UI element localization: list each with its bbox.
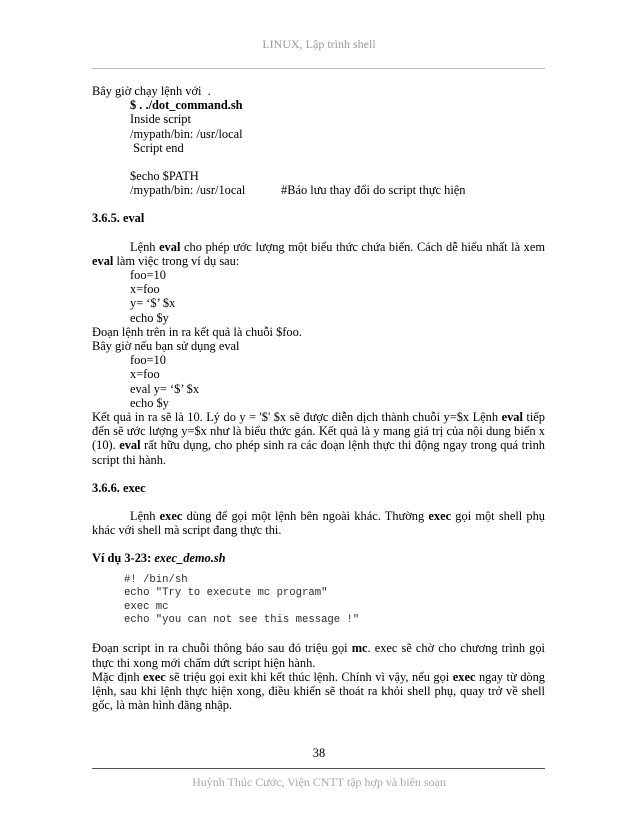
header-divider: [92, 68, 545, 69]
code-line: echo $y: [130, 395, 169, 410]
code-line: echo "Try to execute mc program": [124, 587, 328, 600]
code-line: exec mc: [124, 600, 169, 613]
code-line: eval y= ‘$’ $x: [130, 381, 200, 396]
command-line: $ . ./dot_command.sh: [130, 98, 243, 113]
footer-divider: [92, 768, 545, 769]
code-line: x=foo: [130, 282, 160, 297]
intro-line: Bây giờ chạy lệnh với .: [92, 84, 211, 98]
page-footer: Huỳnh Thúc Cước, Viện CNTT tập hợp và biên soạn: [192, 775, 446, 789]
code-line: echo $y: [130, 310, 169, 325]
paragraph: Lệnh eval cho phép ước lượng một biểu thức chứa biến. Cách dễ hiểu nhất là xem eval làm việc trong ví dụ sau:: [92, 239, 545, 268]
page-header: LINUX, Lập trình shell: [262, 37, 376, 51]
paragraph: Bây giờ nếu bạn sử dụng eval: [92, 339, 240, 354]
code-line: foo=10: [130, 353, 166, 368]
paragraph: Lệnh exec dùng để gọi một lệnh bên ngoài khác. Thường exec gọi một shell phụ khác với shell mà script đang thực thi.: [92, 509, 546, 538]
output-line: Inside script: [130, 112, 191, 127]
section-heading-eval: 3.6.5. eval: [92, 211, 145, 226]
path-comment: #Báo lưu thay đổi do script thực hiện: [281, 183, 466, 198]
output-line: /mypath/bin: /usr/local: [130, 126, 243, 141]
code-line: y= ‘$’ $x: [130, 296, 176, 311]
paragraph: Kết quả in ra sẽ là 10. Lý do y = '$' $x sẽ được diễn dịch thành chuỗi y=$x Lệnh eval tiếp đến sẽ ước lượng y=$x như là biểu thức gán. Kết quả là y mang giá trị của nội dung biến x (10). eval rất hữu dụng, cho phép sinh ra các đoạn lệnh thực thi động ngay trong quá trình script thi hành.: [92, 410, 545, 467]
example-caption: Ví dụ 3-23: exec_demo.sh: [92, 551, 226, 566]
command-line: $echo $PATH: [130, 169, 199, 184]
page-body: [92, 84, 545, 712]
page-number: 38: [312, 746, 326, 760]
path-output: /mypath/bin: /usr/1ocal: [130, 183, 246, 198]
code-line: echo "you can not see this message !": [124, 613, 360, 626]
output-line: [92, 183, 545, 197]
paragraph: Đoạn script in ra chuỗi thông báo sau đó triệu gọi mc. exec sẽ chờ cho chương trình gọi thực thi xong mới chấm dứt script hiện hành.: [92, 641, 545, 670]
code-line: x=foo: [130, 367, 160, 382]
code-line: foo=10: [130, 268, 166, 283]
section-heading-exec: 3.6.6. exec: [92, 480, 146, 495]
code-line: #! /bin/sh: [124, 573, 188, 586]
paragraph: Đoạn lệnh trên in ra kết quả là chuỗi $foo.: [92, 324, 302, 339]
output-line: Script end: [130, 140, 184, 155]
paragraph: Mặc định exec sẽ triệu gọi exit khi kết thúc lệnh. Chính vì vậy, nếu gọi exec ngay từ dòng lệnh, sau khi lệnh thực hiện xong, điều khiển sẽ thoát ra khỏi shell phụ, quay trở về shell gốc, là màn hình đăng nhập.: [92, 669, 545, 713]
